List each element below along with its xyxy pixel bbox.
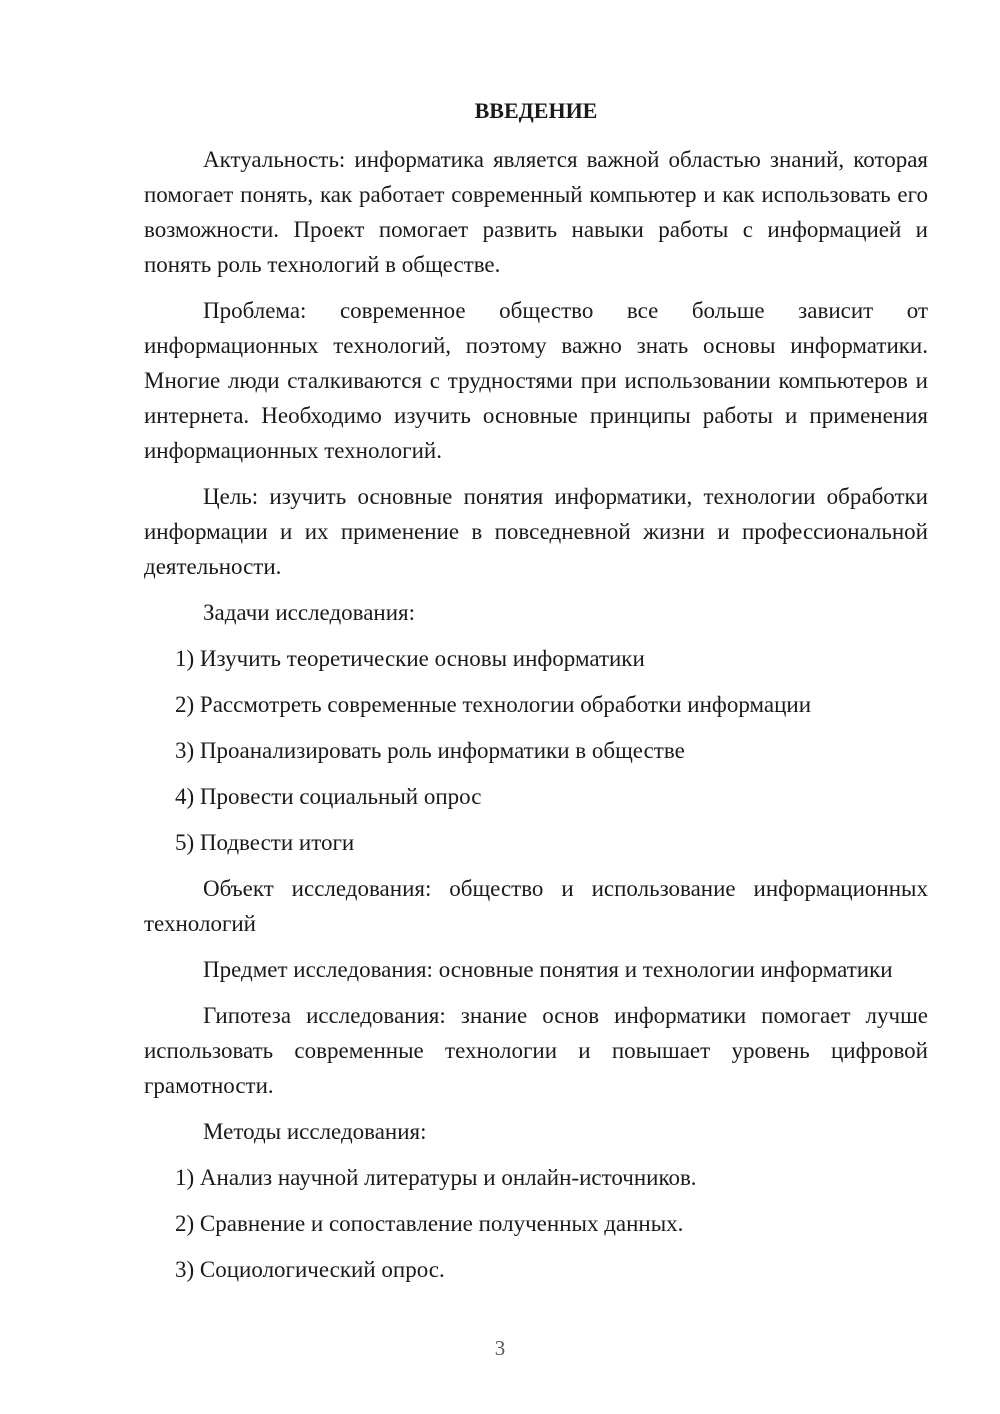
tasks-label: Задачи исследования: bbox=[203, 600, 416, 625]
list-item: 2) Рассмотреть современные технологии обработки информации bbox=[175, 692, 812, 717]
problem-paragraph: Проблема: современное общество все больше зависит от информационных технологий, поэтому важно знать основы информатики. Многие люди сталкиваются с трудностями при использовании компьютеров и интернета. Необходимо изучить основные принципы работы и применения информационных технологий. bbox=[144, 298, 928, 463]
list-item: 4) Провести социальный опрос bbox=[175, 784, 482, 809]
object-paragraph: Объект исследования: общество и использование информационных технологий bbox=[144, 876, 928, 936]
page-title: ВВЕДЕНИЕ bbox=[474, 98, 598, 123]
tasks-list bbox=[144, 641, 928, 860]
methods-list bbox=[144, 1160, 928, 1287]
list-item: 2) Сравнение и сопоставление полученных данных. bbox=[175, 1211, 684, 1236]
list-item: 3) Проанализировать роль информатики в обществе bbox=[175, 738, 685, 763]
goal-paragraph: Цель: изучить основные понятия информатики, технологии обработки информации и их применение в повседневной жизни и профессиональной деятельности. bbox=[144, 484, 928, 579]
list-item: 1) Изучить теоретические основы информатики bbox=[175, 646, 645, 671]
methods-label: Методы исследования: bbox=[203, 1119, 427, 1144]
page-number: 3 bbox=[494, 1336, 506, 1360]
subject-paragraph: Предмет исследования: основные понятия и технологии информатики bbox=[203, 957, 893, 982]
list-item: 1) Анализ научной литературы и онлайн-источников. bbox=[175, 1165, 697, 1190]
list-item: 3) Социологический опрос. bbox=[175, 1257, 445, 1282]
hypothesis-paragraph: Гипотеза исследования: знание основ информатики помогает лучше использовать современные технологии и повышает уровень цифровой грамотности. bbox=[144, 1003, 928, 1098]
document-body bbox=[144, 142, 928, 1287]
relevance-paragraph: Актуальность: информатика является важной областью знаний, которая помогает понять, как работает современный компьютер и как использовать его возможности. Проект помогает развить навыки работы с информацией и понять роль технологий в обществе. bbox=[144, 147, 928, 277]
list-item: 5) Подвести итоги bbox=[175, 830, 355, 855]
